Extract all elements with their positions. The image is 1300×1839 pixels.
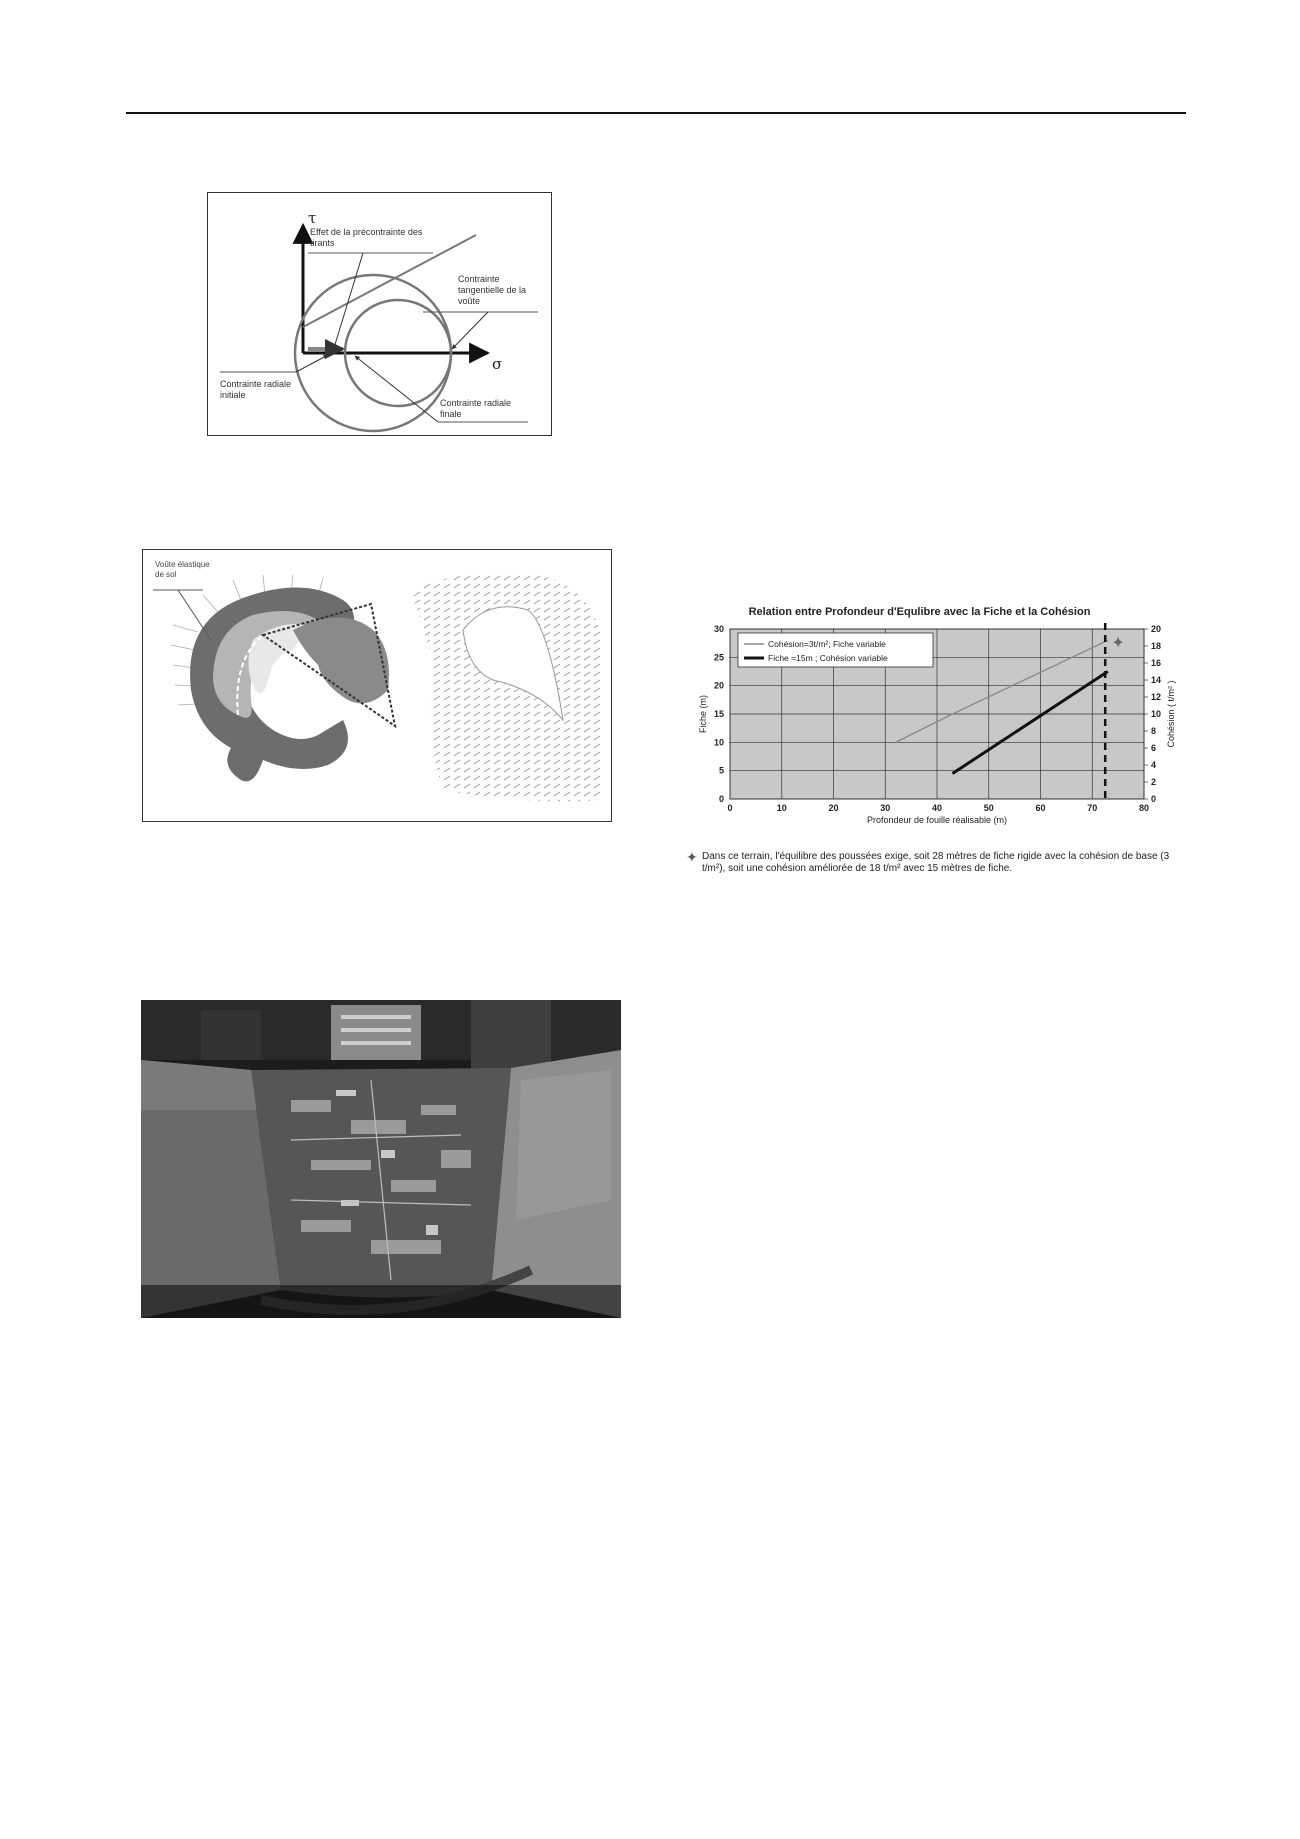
y2-tick-label: 18 [1151, 641, 1162, 651]
y2-tick-label: 12 [1151, 692, 1162, 702]
chart-caption: Dans ce terrain, l'équilibre des poussées exige, soit 28 mètres de fiche rigide avec la cohésion de base (3 t/m²), soit une cohésion améliorée de 18 t/m² avec 15 mètres de fiche. [702, 851, 1170, 874]
x-tick-label: 60 [1035, 803, 1046, 813]
x-tick-label: 30 [880, 803, 891, 813]
y2-tick-label: 2 [1151, 777, 1157, 787]
y2-axis-label: Cohésion ( t/m² ) [1166, 680, 1176, 748]
y2-tick-label: 14 [1151, 675, 1162, 685]
soil-arch-drawing [143, 550, 612, 822]
chart-svg [682, 603, 1194, 843]
y2-tick-label: 0 [1151, 794, 1157, 804]
sigma-label: σ [492, 355, 503, 373]
y-tick-label: 20 [713, 680, 724, 691]
x-tick-label: 80 [1138, 803, 1150, 813]
excavation-photo-drawing [141, 1000, 621, 1318]
y2-tick-label: 4 [1151, 760, 1157, 770]
soil-arch-figure [142, 549, 612, 822]
y-tick-label: 25 [713, 652, 724, 663]
tangentielle-label: Contrainte tangentielle de la voûte [458, 274, 527, 306]
x-tick-label: 50 [983, 803, 994, 813]
star-marker: ✦ [1111, 635, 1125, 653]
legend-label-1: Cohésion=3t/m²; Fiche variable [768, 639, 886, 649]
y-tick-label: 30 [713, 624, 724, 634]
y-tick-label: 15 [713, 709, 724, 719]
header-rule [126, 112, 1186, 114]
radiale-finale-label: Contrainte radiale finale [440, 398, 512, 419]
excavation-photo [141, 1000, 621, 1318]
tau-label: τ [308, 209, 317, 227]
x-tick-label: 10 [776, 803, 787, 813]
y2-tick-label: 10 [1151, 709, 1162, 719]
y-tick-label: 10 [713, 737, 724, 748]
x-tick-label: 20 [828, 803, 839, 813]
y-tick-label: 5 [718, 765, 724, 776]
chart-title: Relation entre Profondeur d'Equlibre avec la Fiche et la Cohésion [748, 606, 1091, 618]
y2-tick-label: 8 [1151, 726, 1157, 736]
y2-tick-label: 16 [1151, 658, 1162, 668]
x-tick-label: 0 [727, 803, 733, 813]
y-tick-label: 0 [718, 794, 724, 804]
x-tick-label: 70 [1087, 803, 1098, 813]
radiale-initiale-label: Contrainte radiale initiale [220, 379, 292, 400]
equilibrium-chart-figure [682, 603, 1194, 893]
x-axis-label: Profondeur de fouille réalisable (m) [866, 815, 1008, 825]
y2-tick-label: 6 [1151, 743, 1157, 753]
x-tick-label: 40 [931, 803, 943, 813]
mohr-circle-figure [207, 192, 552, 436]
legend-label-2: Fiche =15m ; Cohésion variable [768, 653, 888, 663]
voute-label: Voûte élastique de sol [155, 560, 210, 579]
y2-tick-label: 20 [1151, 624, 1162, 634]
star-icon: ✦ [686, 849, 698, 865]
precontrainte-label: Effet de la précontrainte des tirants [310, 227, 423, 248]
y-axis-label: Fiche (m) [698, 695, 708, 733]
